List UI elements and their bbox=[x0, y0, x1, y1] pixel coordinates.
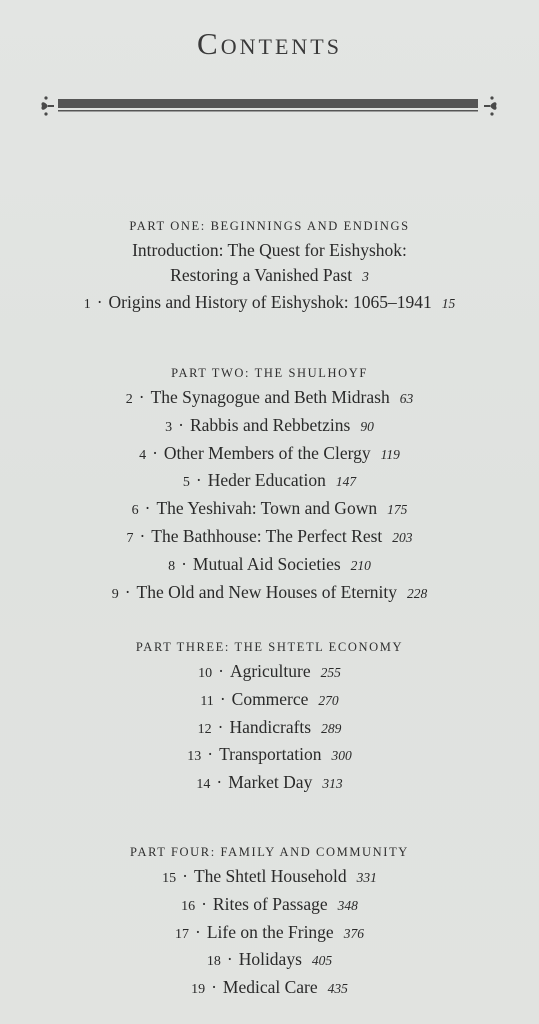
entry-page: 63 bbox=[399, 391, 414, 406]
entry-title: Origins and History of Eishyshok: 1065–1941 bbox=[108, 291, 432, 312]
entry-number: 13 bbox=[187, 749, 202, 765]
entry-title: Holidays bbox=[238, 949, 302, 970]
separator-dot: · bbox=[124, 581, 131, 602]
separator-dot: · bbox=[144, 498, 151, 519]
part-heading: PART FOUR: FAMILY AND COMMUNITY bbox=[130, 845, 409, 859]
entry-page: 331 bbox=[356, 870, 377, 885]
entry-number: 10 bbox=[198, 666, 213, 681]
entry-page: 90 bbox=[360, 418, 374, 434]
toc-entry[interactable] bbox=[0, 385, 539, 413]
entry-page: 203 bbox=[392, 529, 413, 545]
entry-title: Other Members of the Clergy bbox=[163, 442, 371, 463]
part-heading: PART ONE: BEGINNINGS AND ENDINGS bbox=[129, 219, 410, 233]
entry-number: 15 bbox=[162, 871, 177, 886]
entry-number: 1 bbox=[83, 296, 91, 312]
entry-page: 228 bbox=[407, 585, 428, 601]
entry-number: 19 bbox=[191, 982, 206, 998]
part-heading: PART TWO: THE SHULHOYF bbox=[171, 366, 368, 380]
entry-page: 175 bbox=[387, 502, 408, 518]
ornamental-rule bbox=[40, 94, 498, 118]
part-three-section bbox=[0, 640, 539, 798]
entry-page: 147 bbox=[335, 474, 357, 490]
rule-bar bbox=[58, 99, 478, 108]
entry-number: 4 bbox=[139, 447, 147, 463]
entry-number: 16 bbox=[181, 898, 196, 914]
entry-title: The Shtetl Household bbox=[193, 866, 347, 886]
entry-page: 405 bbox=[311, 953, 333, 969]
separator-dot: · bbox=[218, 661, 224, 681]
entry-number: 17 bbox=[175, 926, 190, 942]
toc-entry-introduction-line1[interactable] bbox=[0, 238, 539, 263]
entry-number: 9 bbox=[111, 586, 119, 602]
separator-dot: · bbox=[216, 772, 223, 793]
entry-page: 270 bbox=[318, 692, 339, 708]
entry-title: Rites of Passage bbox=[212, 893, 328, 914]
toc-entry[interactable] bbox=[0, 413, 539, 441]
toc-entry[interactable] bbox=[0, 687, 539, 715]
right-fleuron-icon bbox=[484, 96, 497, 115]
entry-page: 15 bbox=[441, 295, 456, 311]
entry-page: 435 bbox=[327, 981, 348, 997]
rule-hairline bbox=[58, 110, 478, 112]
entry-title: Mutual Aid Societies bbox=[192, 553, 341, 574]
part-heading: PART THREE: THE SHTETL ECONOMY bbox=[135, 640, 404, 654]
entry-title: Heder Education bbox=[207, 470, 326, 491]
toc-entry[interactable] bbox=[0, 947, 539, 975]
separator-dot: · bbox=[178, 414, 184, 435]
entry-page: 313 bbox=[322, 776, 343, 792]
entry-title: Handicrafts bbox=[229, 716, 312, 737]
toc-entry[interactable] bbox=[0, 552, 539, 580]
toc-entry[interactable] bbox=[0, 580, 539, 608]
toc-entry[interactable] bbox=[0, 975, 539, 1003]
entry-title: The Bathhouse: The Perfect Rest bbox=[151, 525, 383, 546]
entry-number: 6 bbox=[131, 503, 139, 519]
toc-entry-introduction-line2[interactable] bbox=[0, 263, 539, 290]
entry-page: 255 bbox=[320, 665, 341, 680]
part-four-section bbox=[0, 845, 539, 1003]
entry-number: 3 bbox=[165, 419, 173, 435]
page-title: Contents bbox=[197, 26, 342, 61]
entry-title: Agriculture bbox=[229, 661, 311, 681]
entry-title: The Yeshivah: Town and Gown bbox=[156, 498, 378, 519]
separator-dot: · bbox=[181, 553, 187, 574]
toc-entry[interactable] bbox=[0, 441, 539, 469]
toc-entry[interactable] bbox=[0, 659, 539, 687]
entry-page: 376 bbox=[343, 925, 364, 941]
entry-page: 119 bbox=[380, 446, 400, 462]
separator-dot: · bbox=[195, 470, 202, 491]
separator-dot: · bbox=[152, 442, 158, 463]
entry-number: 8 bbox=[168, 558, 176, 574]
separator-dot: · bbox=[182, 866, 188, 886]
separator-dot: · bbox=[195, 921, 201, 942]
toc-entry[interactable] bbox=[0, 715, 539, 743]
separator-dot: · bbox=[96, 291, 103, 312]
entry-title: Transportation bbox=[219, 744, 322, 765]
toc-entry[interactable] bbox=[0, 920, 539, 948]
entry-title: Introduction: The Quest for Eishyshok: bbox=[132, 240, 407, 260]
toc-entry[interactable] bbox=[0, 742, 539, 770]
entry-number: 11 bbox=[200, 693, 214, 709]
toc-entry[interactable] bbox=[0, 290, 539, 318]
separator-dot: · bbox=[211, 977, 217, 998]
entry-number: 12 bbox=[197, 721, 212, 737]
entry-page: 348 bbox=[337, 897, 358, 913]
entry-title: Medical Care bbox=[222, 977, 318, 998]
part-two-section bbox=[0, 366, 539, 607]
separator-dot: · bbox=[226, 949, 233, 970]
toc-entry[interactable] bbox=[0, 496, 539, 524]
left-fleuron-icon bbox=[41, 96, 54, 115]
entry-page: 300 bbox=[331, 748, 352, 764]
entry-page: 289 bbox=[321, 720, 342, 736]
entry-number: 5 bbox=[182, 475, 190, 491]
entry-title: Commerce bbox=[231, 688, 309, 709]
entry-page: 210 bbox=[350, 557, 371, 573]
entry-number: 7 bbox=[126, 530, 134, 546]
separator-dot: · bbox=[138, 387, 145, 407]
entry-title: Market Day bbox=[228, 772, 313, 793]
toc-entry[interactable] bbox=[0, 892, 539, 920]
entry-number: 2 bbox=[125, 392, 133, 407]
separator-dot: · bbox=[219, 688, 226, 709]
entry-page: 3 bbox=[362, 268, 369, 284]
entry-number: 18 bbox=[206, 954, 221, 970]
toc-entry[interactable] bbox=[0, 864, 539, 892]
part-one-section bbox=[0, 219, 539, 317]
toc-entry[interactable] bbox=[0, 524, 539, 552]
separator-dot: · bbox=[217, 716, 224, 737]
entry-title: Life on the Fringe bbox=[206, 921, 334, 942]
separator-dot: · bbox=[207, 744, 214, 765]
entry-number: 14 bbox=[196, 777, 211, 793]
separator-dot: · bbox=[201, 893, 207, 914]
separator-dot: · bbox=[139, 525, 146, 546]
toc-entry[interactable] bbox=[0, 468, 539, 496]
toc-entry[interactable] bbox=[0, 770, 539, 798]
entry-title: Rabbis and Rebbetzins bbox=[189, 414, 351, 435]
entry-title: The Old and New Houses of Eternity bbox=[136, 581, 398, 602]
entry-title: Restoring a Vanished Past bbox=[170, 264, 353, 285]
entry-title: The Synagogue and Beth Midrash bbox=[150, 387, 390, 407]
